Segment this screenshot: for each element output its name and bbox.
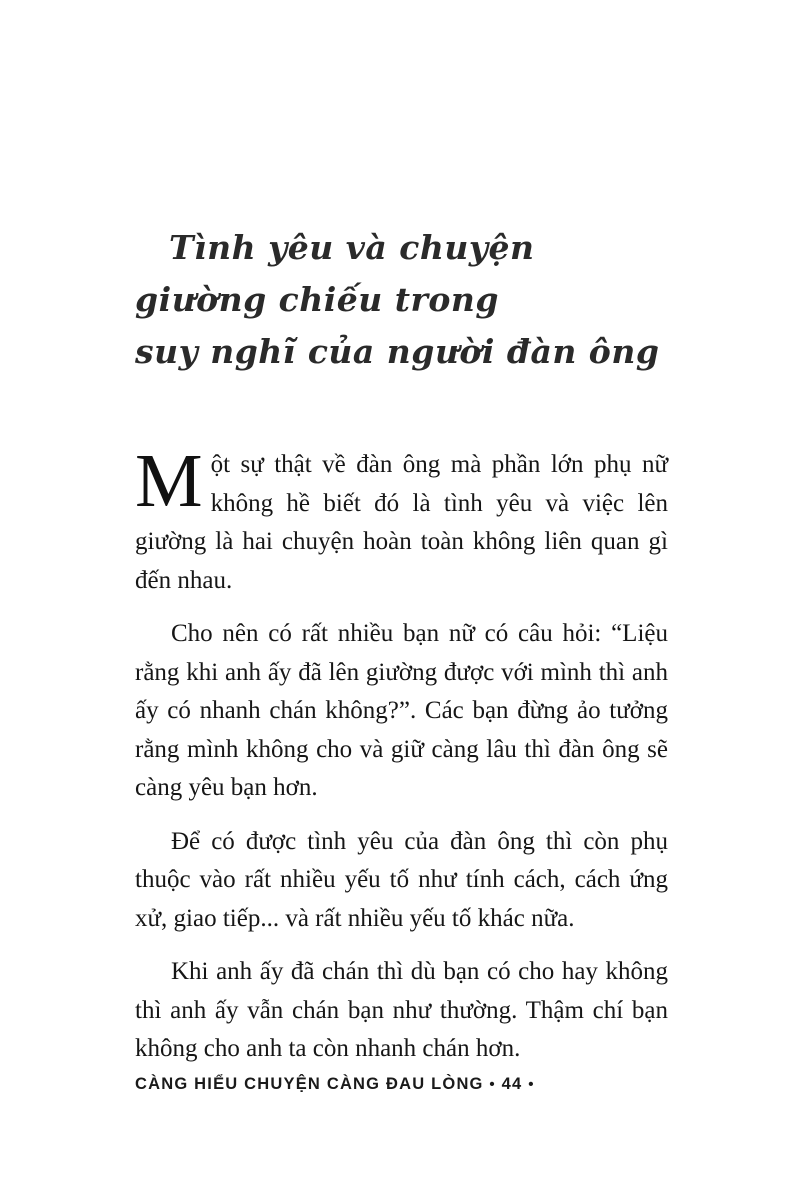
chapter-title-line1: Tình yêu và chuyện giường chiếu trong	[135, 228, 535, 319]
paragraph-3: Để có được tình yêu của đàn ông thì còn phụ thuộc vào rất nhiều yếu tố như tính cách, cách ứng xử, giao tiếp... và rất nhiều yếu tố khác nữa.	[135, 827, 668, 932]
book-page	[135, 0, 668, 1200]
paragraph-1	[135, 439, 668, 600]
footer-page-number: 44	[501, 1075, 523, 1093]
paragraph-4: Khi anh ấy đã chán thì dù bạn có cho hay không thì anh ấy vẫn chán bạn như thường. Thậm chí bạn không cho anh ta còn nhanh chán hơn.	[135, 958, 668, 1062]
paragraph-2: Cho nên có rất nhiều bạn nữ có câu hỏi: “Liệu rằng khi anh ấy đã lên giường được với mình thì anh ấy có nhanh chán không?”. Các bạn đừng ảo tưởng rằng mình không cho và giữ càng lâu thì đàn ông sẽ càng yêu bạn hơn.	[135, 620, 668, 801]
chapter-title-line2: suy nghĩ của người đàn ông	[135, 332, 660, 371]
body-text	[135, 439, 668, 1069]
paragraph-1-text: ột sự thật về đàn ông mà phần lớn phụ nữ không hề biết đó là tình yêu và việc lên giường là hai chuyện hoàn toàn không liên quan gì đến nhau.	[135, 451, 668, 594]
footer-bullet-right: •	[528, 1076, 535, 1093]
footer-book-title: CÀNG HIỂU CHUYỆN CÀNG ĐAU LÒNG	[135, 1075, 484, 1093]
footer-bullet-left: •	[489, 1076, 496, 1093]
chapter-title	[135, 222, 668, 378]
page-footer	[135, 1075, 535, 1094]
drop-cap: M	[135, 439, 203, 523]
